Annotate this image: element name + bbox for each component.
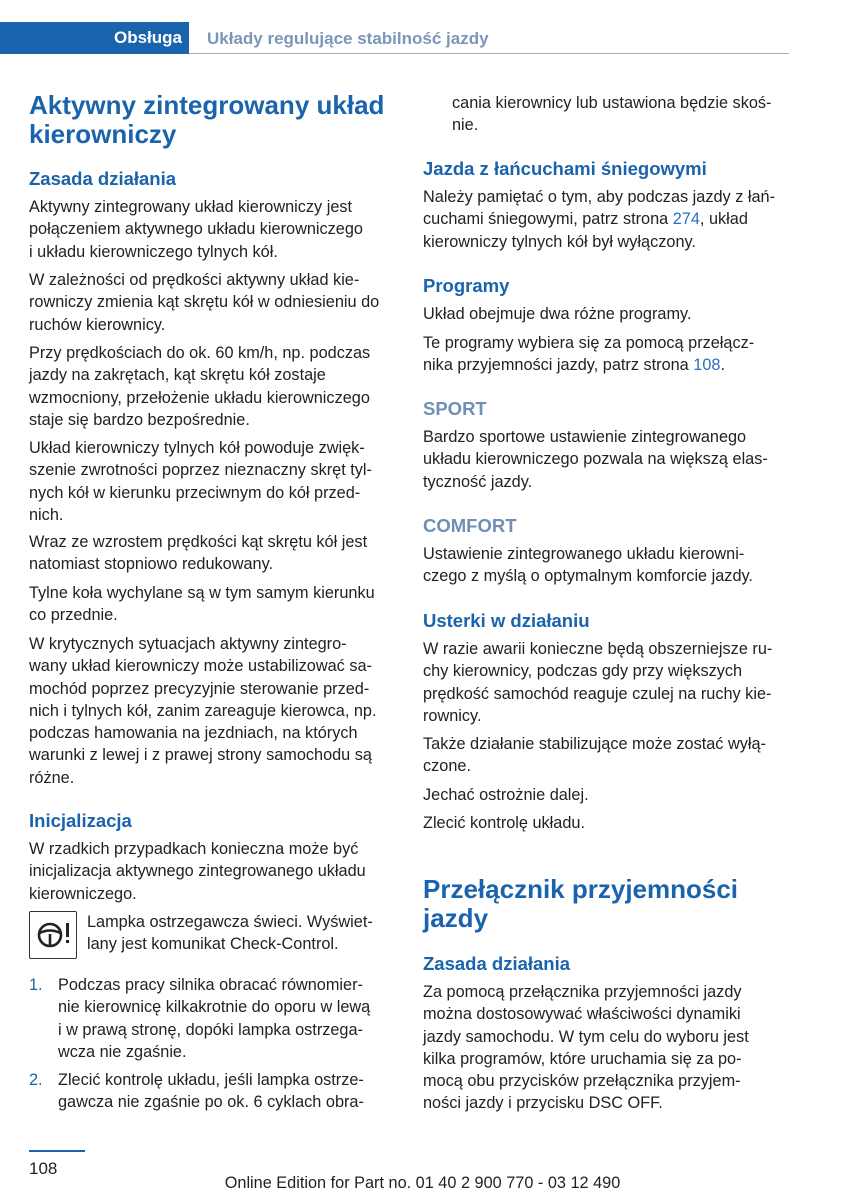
- warning-text: Lampka ostrzegawcza świeci. Wyświet‐ lany jest komunikat Check-Control.: [87, 913, 373, 954]
- section-tab: [22, 22, 189, 54]
- footer-rule: [29, 1150, 85, 1152]
- paragraph-high-speed: Wraz ze wzrostem prędkości kąt skrętu kół jest natomiast stopniowo redukowany.: [29, 533, 368, 574]
- step-continuation: cania kierownicy lub ustawiona będzie skoś‐ nie.: [452, 94, 772, 135]
- paragraph-drive-carefully: Jechać ostrożnie dalej.: [423, 786, 589, 804]
- header-rule: [189, 53, 789, 54]
- paragraph-critical-situations: W krytycznych sytuacjach aktywny zintegro‐ wany układ kierowniczy może ustabilizować sa‐ mochód poprzez precyzyjnie sterowanie przed‐ nich i tylnych kół, zanim zareaguje kierowca, np. podczas hamowania na jezdniach, na których warunki z lewej i z prawej strony samochodu są różne.: [29, 635, 377, 787]
- chapter-title: Układy regulujące stabilność jazdy: [207, 29, 489, 48]
- paragraph-programs-count: Układ obejmuje dwa różne programy.: [423, 305, 692, 323]
- step-text: Podczas pracy silnika obracać równomier‐ nie kierownicę kilkakrotnie do oporu w lewą i w prawą stronę, dopóki lampka ostrzega‐ wcza nie zgaśnie.: [58, 976, 371, 1061]
- paragraph-snow-chains: Należy pamiętać o tym, aby podczas jazdy z łań‐ cuchami śniegowymi, patrz strona 274, układ kierowniczy tylnych kół był wyłączony.: [423, 188, 776, 251]
- header-accent-bar: [0, 22, 22, 54]
- paragraph-stabilization: Także działanie stabilizujące może zostać wyłą‐ czone.: [423, 735, 766, 776]
- steering-warning-lamp-icon: [29, 911, 77, 959]
- malfunction-heading: Usterki w działaniu: [423, 610, 590, 631]
- snow-chains-heading: Jazda z łańcuchami śniegowymi: [423, 158, 707, 179]
- section-title-line-2: kierowniczy: [29, 119, 177, 149]
- programs-heading: Programy: [423, 275, 510, 296]
- edition-note: Online Edition for Part no. 01 40 2 900 770 - 03 12 490: [224, 1174, 621, 1192]
- switch-title-line-2: jazdy: [423, 903, 489, 933]
- paragraph-same-direction: Tylne koła wychylane są w tym samym kierunku co przednie.: [29, 584, 375, 625]
- paragraph-comfort: Ustawienie zintegrowanego układu kierowni‐ czego z myślą o optymalnym komforcie jazdy.: [423, 545, 753, 586]
- paragraph-malfunction: W razie awarii konieczne będą obszerniejsze ru‐ chy kierownicy, podczas gdy przy większych prędkość samochód reaguje czulej na ruchy kie‐ rownicy.: [423, 640, 773, 725]
- page-link-108[interactable]: 108: [693, 356, 721, 375]
- page-number: 108: [29, 1159, 58, 1178]
- comfort-heading: COMFORT: [423, 515, 517, 536]
- paragraph-rear-steering: Układ kierowniczy tylnych kół powoduje zwięk‐ szenie zwrotności poprzez nieznaczny skręt tyl‐ nych kół w kierunku przeciwnym do kół przed‐ nich.: [29, 439, 372, 524]
- section-label: Obsługa: [113, 28, 182, 47]
- switch-title-line-1: Przełącznik przyjemności: [423, 874, 739, 904]
- sport-heading: SPORT: [423, 398, 487, 419]
- page-link-274[interactable]: 274: [672, 210, 700, 229]
- section-title-line-1: Aktywny zintegrowany układ: [29, 90, 385, 120]
- switch-principle-heading: Zasada działania: [423, 953, 571, 974]
- principle-heading: Zasada działania: [29, 168, 177, 189]
- initialization-heading: Inicjalizacja: [29, 810, 132, 831]
- step-text: Zlecić kontrolę układu, jeśli lampka ostrze‐ gawcza nie zgaśnie po ok. 6 cyklach obra‐: [58, 1071, 364, 1112]
- paragraph-initialization: W rzadkich przypadkach konieczna może być inicjalizacja aktywnego zintegrowanego układu kierowniczego.: [29, 840, 366, 903]
- paragraph-check-system: Zlecić kontrolę układu.: [423, 814, 585, 832]
- paragraph-switch: Za pomocą przełącznika przyjemności jazdy można dostosowywać właściwości dynamiki jazdy samochodu. W tym celu do wyboru jest kilka programów, które uruchamia się za po‐ mocą obu przycisków przełącznika przyjem‐ ności jazdy i przycisku DSC OFF.: [423, 983, 749, 1113]
- step-number: 1.: [29, 976, 43, 994]
- paragraph-programs-select: Te programy wybiera się za pomocą przełącz‐ nika przyjemności jazdy, patrz strona 108.: [423, 334, 755, 375]
- step-number: 2.: [29, 1071, 43, 1089]
- paragraph-low-speed: Przy prędkościach do ok. 60 km/h, np. podczas jazdy na zakrętach, kąt skrętu kół zostaje wzmocniony, przełożenie układu kierowniczego staje się bardzo bezpośrednie.: [29, 344, 371, 429]
- paragraph-speed-dependency: W zależności od prędkości aktywny układ kie‐ rowniczy zmienia kąt skrętu kół w odniesieniu do ruchów kierownicy.: [29, 271, 380, 334]
- paragraph-sport: Bardzo sportowe ustawienie zintegrowanego układu kierowniczego pozwala na większą elas‐ tyczność jazdy.: [423, 428, 768, 491]
- paragraph-intro: Aktywny zintegrowany układ kierowniczy jest połączeniem aktywnego układu kierowniczego i układu kierowniczego tylnych kół.: [29, 198, 363, 261]
